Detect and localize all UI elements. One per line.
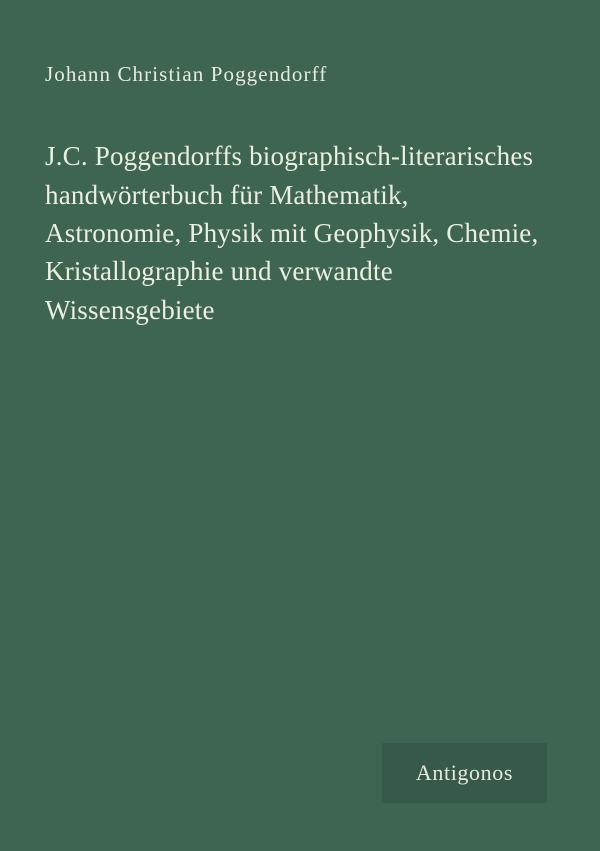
book-title: J.C. Poggendorffs biographisch-literarisches handwörterbuch für Mathematik, Astronomie, Physik mit Geophysik, Chemie, Kristallographie und verwandte Wissensgebiete — [45, 141, 539, 325]
author-name: Johann Christian Poggendorff — [45, 62, 328, 86]
publisher-badge: Antigonos — [382, 743, 547, 803]
cover-spacer — [45, 329, 555, 743]
publisher-row — [45, 743, 555, 811]
